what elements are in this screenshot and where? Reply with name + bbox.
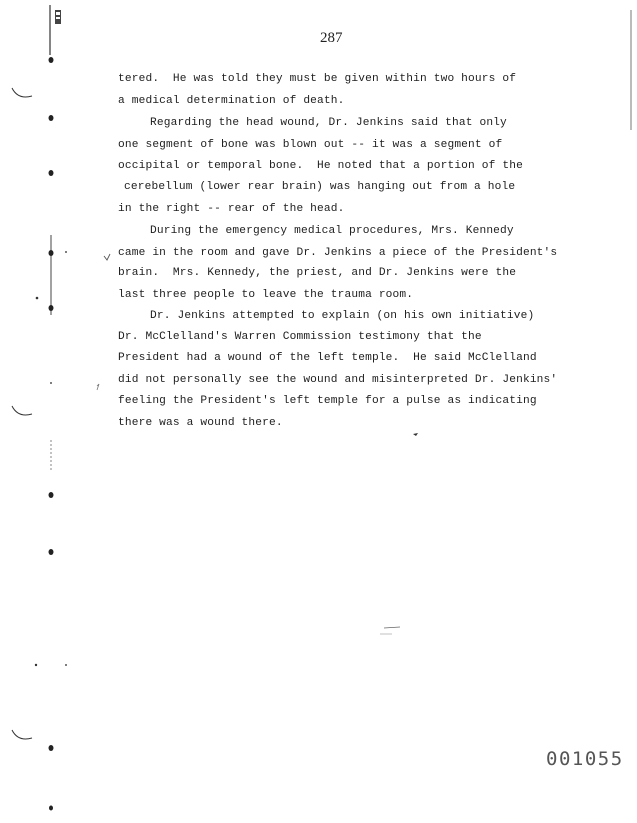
text-line: feeling the President's left temple for a pulse as indicating [118,395,537,407]
text-line: Regarding the head wound, Dr. Jenkins said that only [150,117,507,129]
text-line: tered. He was told they must be given within two hours of [118,73,517,85]
text-line: came in the room and gave Dr. Jenkins a piece of the President's [118,247,558,259]
text-line: occipital or temporal bone. He noted that a portion of the [118,160,523,172]
text-line: During the emergency medical procedures, Mrs. Kennedy [150,225,514,237]
text-line: President had a wound of the left temple. He said McClelland [118,352,537,364]
page-number: 287 [320,30,343,46]
text-line: Dr. McClelland's Warren Commission testimony that the [118,331,482,343]
text-line: cerebellum (lower rear brain) was hanging out from a hole [124,181,516,193]
text-line: Dr. Jenkins attempted to explain (on his own initiative) [150,310,535,322]
document-id-number: 001055 [546,748,624,770]
text-line: in the right -- rear of the head. [118,203,345,215]
stamp-mark-icon [55,10,61,24]
text-line: brain. Mrs. Kennedy, the priest, and Dr. Jenkins were the [118,267,517,279]
text-line: did not personally see the wound and misinterpreted Dr. Jenkins' [118,374,558,386]
text-line: last three people to leave the trauma room. [118,289,414,301]
text-line: one segment of bone was blown out -- it was a segment of [118,139,503,151]
text-line: there was a wound there. [118,417,283,429]
text-line: a medical determination of death. [118,95,345,107]
